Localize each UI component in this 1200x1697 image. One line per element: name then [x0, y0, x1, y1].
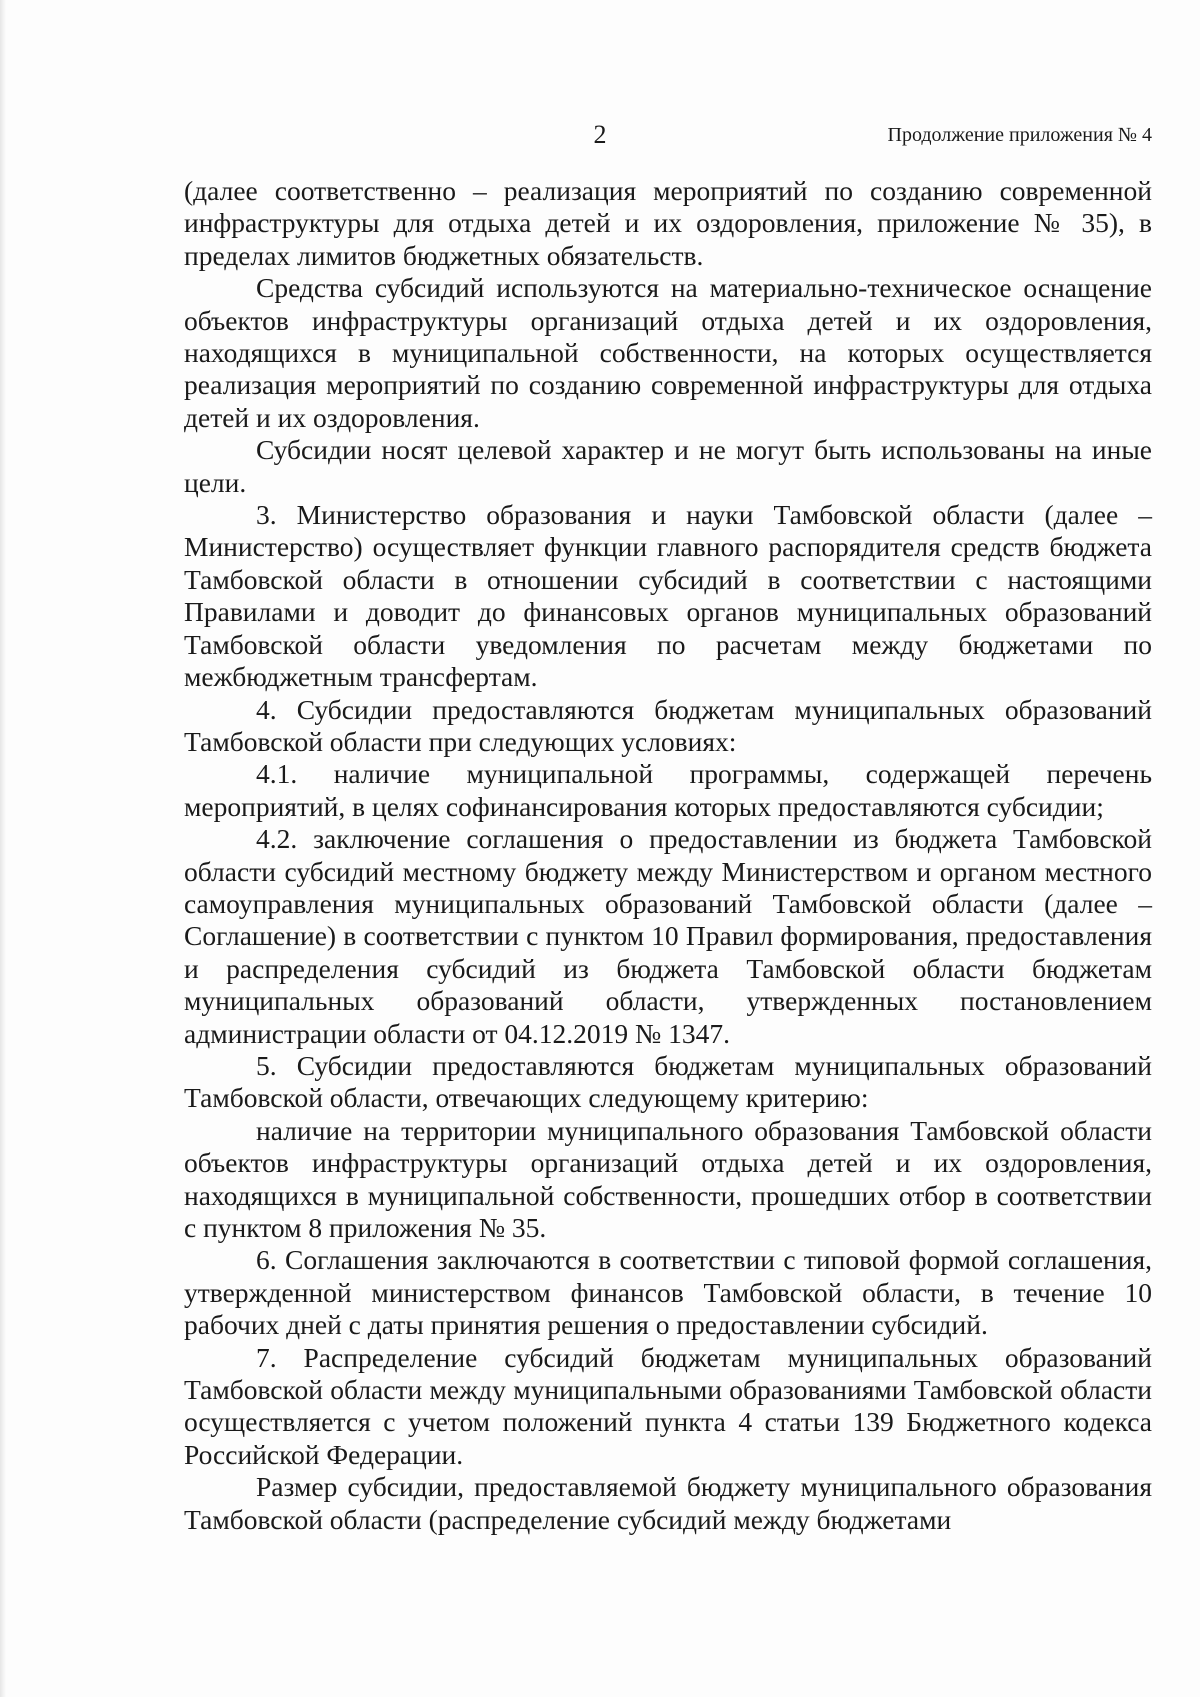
paragraph-item-3: 3. Министерство образования и науки Тамбовской области (далее – Министерство) осуществляет функции главного распорядителя средств бюджета Тамбовской области в отношении субсидий в соответствии с настоящими Правилами и доводит до финансовых органов муниципальных образований Тамбовской области уведомления по расчетам между бюджетами по межбюджетным трансфертам. — [184, 499, 1152, 693]
paragraph: Субсидии носят целевой характер и не могут быть использованы на иные цели. — [184, 434, 1152, 498]
paragraph: (далее соответственно – реализация мероприятий по созданию современной инфраструктуры для отдыха детей и их оздоровления, приложение № 35), в пределах лимитов бюджетных обязательств. — [184, 175, 1152, 271]
page-number: 2 — [593, 120, 607, 149]
scan-edge-shadow — [0, 0, 6, 1697]
paragraph-item-4-1: 4.1. наличие муниципальной программы, содержащей перечень мероприятий, в целях софинансирования которых предоставляются субсидии; — [184, 758, 1152, 822]
document-body — [184, 175, 1152, 1536]
paragraph-item-7: 7. Распределение субсидий бюджетам муниципальных образований Тамбовской области между муниципальными образованиями Тамбовской области осуществляется с учетом положений пункта 4 статьи 139 Бюджетного кодекса Российской Федерации. — [184, 1341, 1152, 1470]
paragraph: Средства субсидий используются на материально-техническое оснащение объектов инфраструктуры организаций отдыха детей и их оздоровления, находящихся в муниципальной собственности, на которых осуществляется реализация мероприятий по созданию современной инфраструктуры для отдыха детей и их оздоровления. — [184, 272, 1152, 433]
paragraph-item-4: 4. Субсидии предоставляются бюджетам муниципальных образований Тамбовской области при следующих условиях: — [184, 693, 1152, 757]
paragraph-item-6: 6. Соглашения заключаются в соответствии с типовой формой соглашения, утвержденной министерством финансов Тамбовской области, в течение 10 рабочих дней с даты принятия решения о предоставлении субсидий. — [184, 1244, 1152, 1341]
paragraph-item-5: 5. Субсидии предоставляются бюджетам муниципальных образований Тамбовской области, отвечающих следующему критерию: — [184, 1049, 1152, 1114]
paragraph-item-4-2: 4.2. заключение соглашения о предоставлении из бюджета Тамбовской области субсидий местному бюджету между Министерством и органом местного самоуправления муниципальных образований Тамбовской области (далее – Соглашение) в соответствии с пунктом 10 Правил формирования, предоставления и распределения субсидий из бюджета Тамбовской области бюджетам муниципальных образований области, утвержденных постановлением администрации области от 04.12.2019 № 1347. — [184, 823, 1152, 1049]
paragraph-subsidy-size: Размер субсидии, предоставляемой бюджету муниципального образования Тамбовской области (распределение субсидий между бюджетами — [184, 1471, 1152, 1535]
paragraph-criterion: наличие на территории муниципального образования Тамбовской области объектов инфраструктуры организаций отдыха детей и их оздоровления, находящихся в муниципальной собственности, прошедших отбор в соответствии с пунктом 8 приложения № 35. — [184, 1114, 1152, 1243]
running-head: Продолжение приложения № 4 — [887, 124, 1152, 146]
